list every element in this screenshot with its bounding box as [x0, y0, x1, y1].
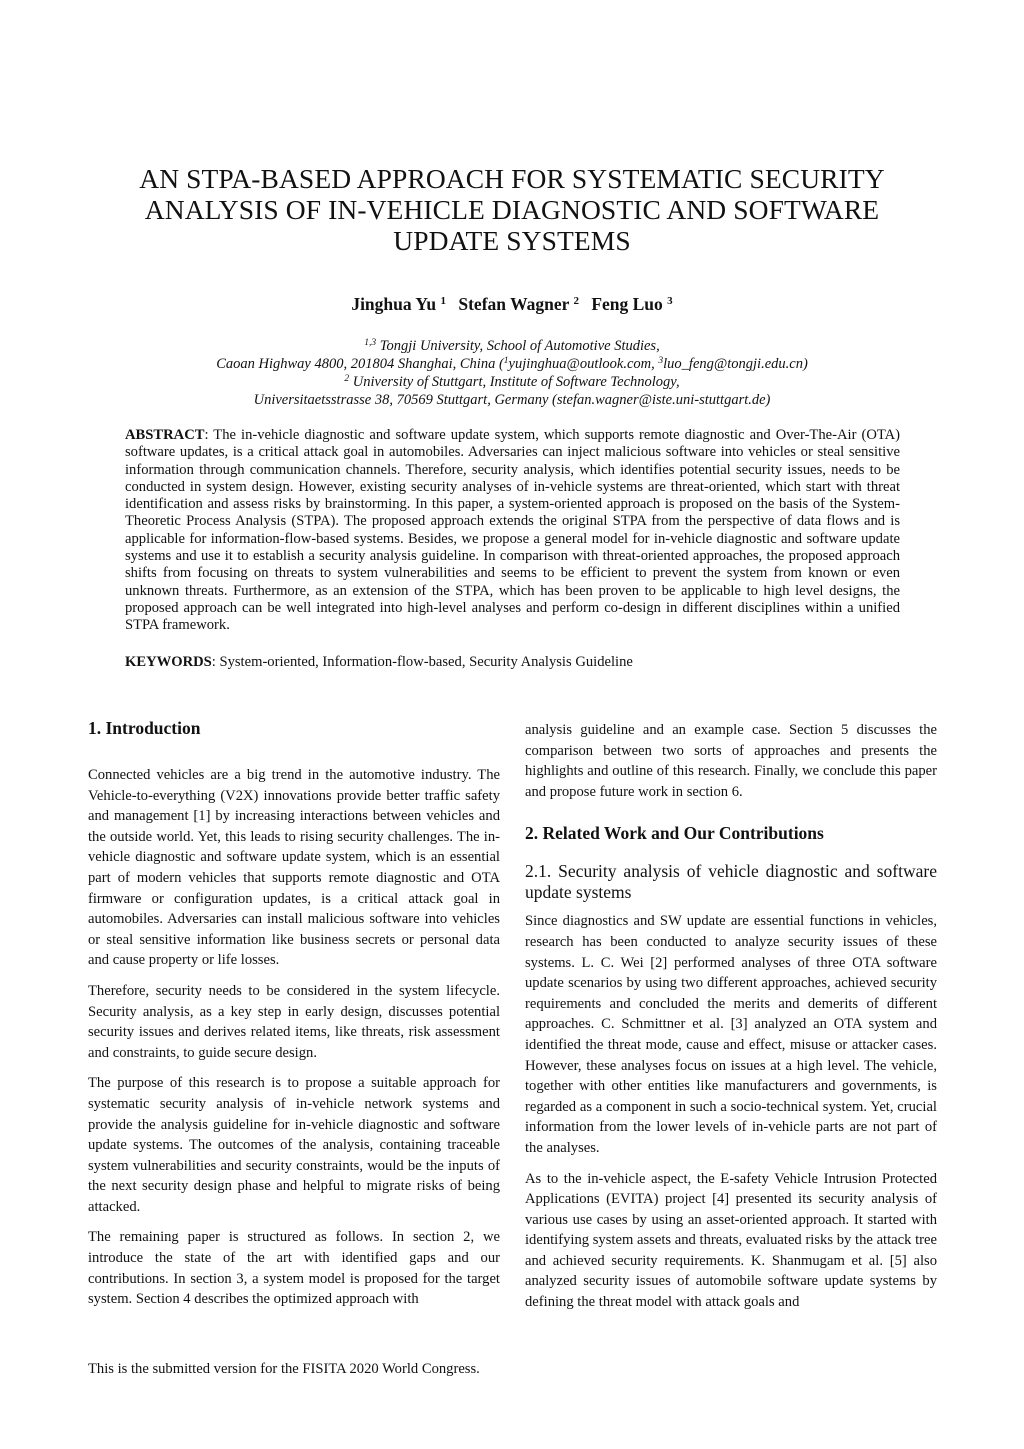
paragraph: The remaining paper is structured as follows. In section 2, we introduce the state of the art with identified gaps and our contributions. In section 3, a system model is proposed for the target system. Section 4 describes the optimized approach with [88, 1229, 500, 1308]
abstract-label: ABSTRACT [125, 427, 205, 443]
email-1: yujinghua@outlook.com, [508, 356, 659, 372]
keywords-label: KEYWORDS [125, 654, 212, 670]
author-sup: 2 [573, 295, 579, 307]
affiliation-1-line-2 [60, 355, 964, 373]
section-heading-related-work: 2. Related Work and Our Contributions [525, 823, 824, 844]
affiliation-sup: 1,3 [364, 338, 377, 348]
affiliations [60, 337, 964, 409]
author-name: Jinghua Yu [351, 294, 437, 314]
abstract-text: : The in-vehicle diagnostic and software update system, which supports remote diagnostic and Over-The-Air (OTA) software updates, is a critical attack goal in automobiles. Adversaries can inject malicious software into vehicles or steal sensitive information through communication channels. Therefore, security analysis, which identifies potential security issues, needs to be conducted in system design. However, existing security analyses of in-vehicle systems are threat-oriented, which start with threat identification and assess risks by brainstorming. In this paper, a system-oriented approach is proposed on the basis of the System-Theoretic Process Analysis (STPA). The proposed approach extends the original STPA from the perspective of data flows and is applicable for information-flow-based systems. Besides, we propose a general model for in-vehicle diagnostic and software update systems and use it to establish a security analysis guideline. In comparison with threat-oriented approaches, the proposed approach shifts from focusing on threats to system vulnerabilities and seems to be efficient to prevent the system from known or even unknown threats. Furthermore, as an extension of the STPA, which has been proven to be applicable to high level designs, the proposed approach can be well integrated into high-level analyses and perform co-design in different disciplines within a unified STPA framework. [125, 427, 900, 634]
affiliation-2-line-1 [60, 373, 964, 391]
abstract [125, 427, 900, 635]
author-sup: 1 [440, 295, 446, 307]
footer-note: This is the submitted version for the FISITA 2020 World Congress. [88, 1361, 480, 1377]
paragraph: As to the in-vehicle aspect, the E-safety Vehicle Intrusion Protected Applications (EVITA) project [4] presented its security analysis of various use cases by using an asset-oriented approach. It started with identifying system assets and threats, evaluated risks by the attack tree and achieved security requirements. K. Shanmugam et al. [5] also analyzed security issues of automobile software update systems by defining the threat model with attack goals and [525, 1170, 937, 1311]
email-sup: 3 [658, 356, 664, 366]
title-line-1: AN STPA-BASED APPROACH FOR SYSTEMATIC SECURITY [139, 163, 885, 194]
subsection-heading: 2.1. Security analysis of vehicle diagnostic and software update systems [525, 861, 937, 903]
affiliation-text: University of Stuttgart, Institute of Software Technology, [352, 374, 680, 390]
author-1 [351, 294, 446, 314]
paragraph-continuation: analysis guideline and an example case. Section 5 discusses the comparison between two sorts of approaches and presents the highlights and outline of this research. Finally, we conclude this paper and propose future work in section 6. [525, 722, 937, 800]
author-name: Stefan Wagner [458, 294, 570, 314]
email-2: luo_feng@tongji.edu.cn) [663, 356, 808, 372]
email-sup: 1 [503, 356, 509, 366]
affiliation-1-line-1 [60, 337, 964, 355]
section-heading-introduction: 1. Introduction [88, 718, 201, 738]
keywords-text: : System-oriented, Information-flow-based, Security Analysis Guideline [211, 654, 633, 670]
affiliation-sup: 2 [344, 374, 350, 384]
paper-title [60, 163, 964, 256]
keywords [125, 654, 900, 671]
affiliation-text: Tongji University, School of Automotive Studies, [379, 338, 660, 354]
author-list [60, 294, 964, 315]
left-column [88, 717, 500, 1320]
right-column [525, 720, 937, 1323]
title-line-2: ANALYSIS OF IN-VEHICLE DIAGNOSTIC AND SOFTWARE [144, 194, 880, 225]
paragraph: Since diagnostics and SW update are essential functions in vehicles, research has been conducted to analyze security issues of these systems. L. C. Wei [2] performed analyses of three OTA software update scenarios by using two different approaches, achieved security requirements and concluded the merits and demerits of different approaches. C. Schmittner et al. [3] analyzed an OTA system and identified the threat mode, cause and effect, misuse or attacker cases. However, these analyses focus on issues at a high level. The vehicle, together with other entities like manufacturers and governments, is regarded as a component in such a socio-technical system. Yet, crucial information from the lower levels of in-vehicle parts are not part of the analyses. [525, 913, 937, 1156]
paragraph: Therefore, security needs to be considered in the system lifecycle. Security analysis, as a key step in early design, discusses potential security issues and derives related items, like threats, risk assessment and constraints, to guide secure design. [88, 982, 500, 1061]
author-3 [591, 294, 672, 314]
paragraph: Connected vehicles are a big trend in the automotive industry. The Vehicle-to-everything (V2X) innovations provide better traffic safety and management [1] by increasing interactions between vehicles and the outside world. Yet, this leads to rising security challenges. The in-vehicle diagnostic and software update system, which is an essential part of modern vehicles that supports remote diagnostic and OTA firmware or configuration updates, is a critical attack goal in automobiles. Adversaries can install malicious software into vehicles or steal sensitive information like business secrets or personal data and cause property or life losses. [88, 767, 500, 969]
author-name: Feng Luo [591, 294, 663, 314]
title-line-3: UPDATE SYSTEMS [393, 225, 631, 256]
author-sup: 3 [667, 295, 673, 307]
paragraph: The purpose of this research is to propose a suitable approach for systematic security analysis of in-vehicle network systems and provide the analysis guideline for in-vehicle diagnostic and software update systems. The outcomes of the analysis, containing traceable system vulnerabilities and security constraints, would be the inputs of the next security design phase and helpful to migrate risks of being attacked. [88, 1075, 500, 1215]
affiliation-address: Caoan Highway 4800, 201804 Shanghai, China ( [216, 356, 504, 372]
affiliation-2-line-2: Universitaetsstrasse 38, 70569 Stuttgart, Germany (stefan.wagner@iste.uni-stuttgart.de) [253, 392, 771, 408]
author-2 [458, 294, 579, 314]
